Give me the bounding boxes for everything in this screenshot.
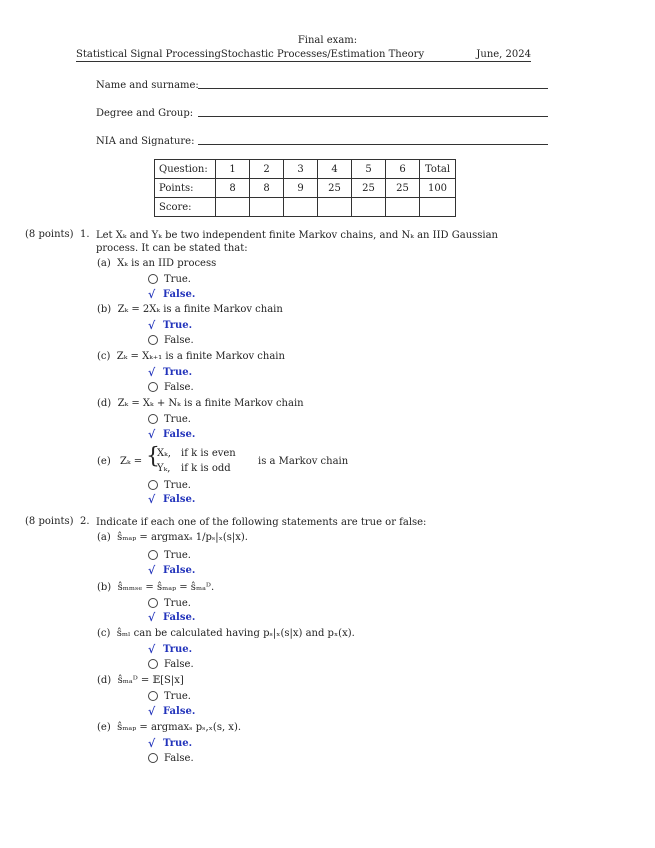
- q2a-option-false[interactable]: √ False.: [148, 563, 196, 577]
- check-icon: √: [148, 610, 156, 624]
- radio-icon: [148, 414, 158, 424]
- q1d-option-true[interactable]: True.: [148, 412, 191, 426]
- score-input[interactable]: [386, 198, 420, 217]
- q2b-option-false[interactable]: √ False.: [148, 610, 196, 624]
- q2c-option-true[interactable]: √ True.: [148, 642, 193, 656]
- radio-icon: [148, 550, 158, 560]
- q1c-option-false[interactable]: False.: [148, 380, 194, 394]
- q2-points: (8 points): [25, 516, 74, 527]
- table-cell: 8: [250, 179, 284, 198]
- table-cell: 100: [420, 179, 456, 198]
- q1e-option-true[interactable]: True.: [148, 478, 191, 492]
- radio-icon: [148, 382, 158, 392]
- q1b-option-false[interactable]: False.: [148, 333, 194, 347]
- score-table: [154, 159, 456, 217]
- q2d-statement: (d) ŝₘₐᴰ = 𝔼[S|x]: [97, 675, 184, 686]
- exam-title: Final exam:: [297, 35, 358, 46]
- exam-date: June, 2024: [476, 49, 531, 60]
- table-cell: 25: [352, 179, 386, 198]
- radio-icon: [148, 659, 158, 669]
- check-icon: √: [148, 704, 156, 718]
- table-cell: 4: [318, 160, 352, 179]
- table-cell: 1: [216, 160, 250, 179]
- name-label: Name and surname:: [96, 80, 199, 91]
- q1e-label: (e): [97, 456, 111, 467]
- radio-icon: [148, 598, 158, 608]
- table-row: [155, 179, 456, 198]
- q1e-cond1: if k is even: [181, 448, 236, 459]
- radio-icon: [148, 691, 158, 701]
- q2e-statement: (e) ŝₘₐₚ = argmaxₛ pₛ,ₓ(s, x).: [97, 722, 242, 733]
- q1-number: 1.: [80, 229, 90, 240]
- q1e-case2: Yₖ,: [157, 463, 171, 474]
- q2e-option-true[interactable]: √ True.: [148, 736, 193, 750]
- score-input[interactable]: [216, 198, 250, 217]
- check-icon: √: [148, 736, 156, 750]
- q2d-option-true[interactable]: True.: [148, 689, 191, 703]
- q2c-option-false[interactable]: False.: [148, 657, 194, 671]
- q1a-option-true[interactable]: True.: [148, 272, 191, 286]
- q2d-option-false[interactable]: √ False.: [148, 704, 196, 718]
- q2c-statement: (c) ŝₘₗ can be calculated having pₛ|ₓ(s|x) and pₓ(x).: [97, 628, 355, 639]
- q2b-statement: (b) ŝₘₘₛₑ = ŝₘₐₚ = ŝₘₐᴰ.: [97, 582, 215, 593]
- check-icon: √: [148, 642, 156, 656]
- q1a-statement: (a) Xₖ is an IID process: [97, 258, 217, 269]
- check-icon: √: [148, 492, 156, 506]
- q1a-option-false[interactable]: √ False.: [148, 287, 196, 301]
- q2a-statement: (a) ŝₘₐₚ = argmaxₛ 1/pₛ|ₓ(s|x).: [97, 532, 248, 543]
- check-icon: √: [148, 427, 156, 441]
- q1c-statement: (c) Zₖ = Xₖ₊₁ is a finite Markov chain: [97, 351, 285, 362]
- table-row: [155, 160, 456, 179]
- check-icon: √: [148, 318, 156, 332]
- q1c-option-true[interactable]: √ True.: [148, 365, 193, 379]
- score-input[interactable]: [352, 198, 386, 217]
- q1e-option-false[interactable]: √ False.: [148, 492, 196, 506]
- q2e-option-false[interactable]: False.: [148, 751, 194, 765]
- table-cell: 2: [250, 160, 284, 179]
- course-name: Statistical Signal ProcessingStochastic Processes/Estimation Theory: [76, 49, 425, 60]
- q1-text: Let Xₖ and Yₖ be two independent finite Markov chains, and Nₖ an IID Gaussian process. It can be stated that:: [96, 230, 498, 254]
- row-label: Points:: [155, 179, 216, 198]
- q1e-tail: is a Markov chain: [258, 456, 349, 467]
- q1e-cond2: if k is odd: [181, 463, 231, 474]
- table-cell: Total: [420, 160, 456, 179]
- table-cell: 25: [318, 179, 352, 198]
- score-input[interactable]: [284, 198, 318, 217]
- check-icon: √: [148, 563, 156, 577]
- table-cell: 9: [284, 179, 318, 198]
- q2-number: 2.: [80, 516, 90, 527]
- radio-icon: [148, 335, 158, 345]
- radio-icon: [148, 480, 158, 490]
- q1b-statement: (b) Zₖ = 2Xₖ is a finite Markov chain: [97, 304, 283, 315]
- check-icon: √: [148, 287, 156, 301]
- q1d-statement: (d) Zₖ = Xₖ + Nₖ is a finite Markov chain: [97, 398, 304, 409]
- row-label: Score:: [155, 198, 216, 217]
- degree-label: Degree and Group:: [96, 108, 194, 119]
- table-row: [155, 198, 456, 217]
- table-cell: 3: [284, 160, 318, 179]
- radio-icon: [148, 274, 158, 284]
- q2b-option-true[interactable]: True.: [148, 596, 191, 610]
- q1e-lhs: Zₖ =: [120, 456, 143, 467]
- q1e-case1: Xₖ,: [157, 448, 171, 459]
- radio-icon: [148, 753, 158, 763]
- nia-label: NIA and Signature:: [96, 136, 195, 147]
- brace-icon: {: [146, 444, 160, 469]
- nia-signature-field[interactable]: [198, 144, 548, 145]
- score-input[interactable]: [250, 198, 284, 217]
- table-cell: 5: [352, 160, 386, 179]
- q2-text: Indicate if each one of the following statements are true or false:: [96, 517, 427, 528]
- header-rule: [76, 61, 531, 62]
- score-input[interactable]: [318, 198, 352, 217]
- q1b-option-true[interactable]: √ True.: [148, 318, 193, 332]
- q2a-option-true[interactable]: True.: [148, 548, 191, 562]
- q1-points: (8 points): [25, 229, 74, 240]
- row-label: Question:: [155, 160, 216, 179]
- table-cell: 6: [386, 160, 420, 179]
- score-input[interactable]: [420, 198, 456, 217]
- check-icon: √: [148, 365, 156, 379]
- degree-field[interactable]: [198, 116, 548, 117]
- name-field[interactable]: [198, 88, 548, 89]
- q1d-option-false[interactable]: √ False.: [148, 427, 196, 441]
- table-cell: 25: [386, 179, 420, 198]
- table-cell: 8: [216, 179, 250, 198]
